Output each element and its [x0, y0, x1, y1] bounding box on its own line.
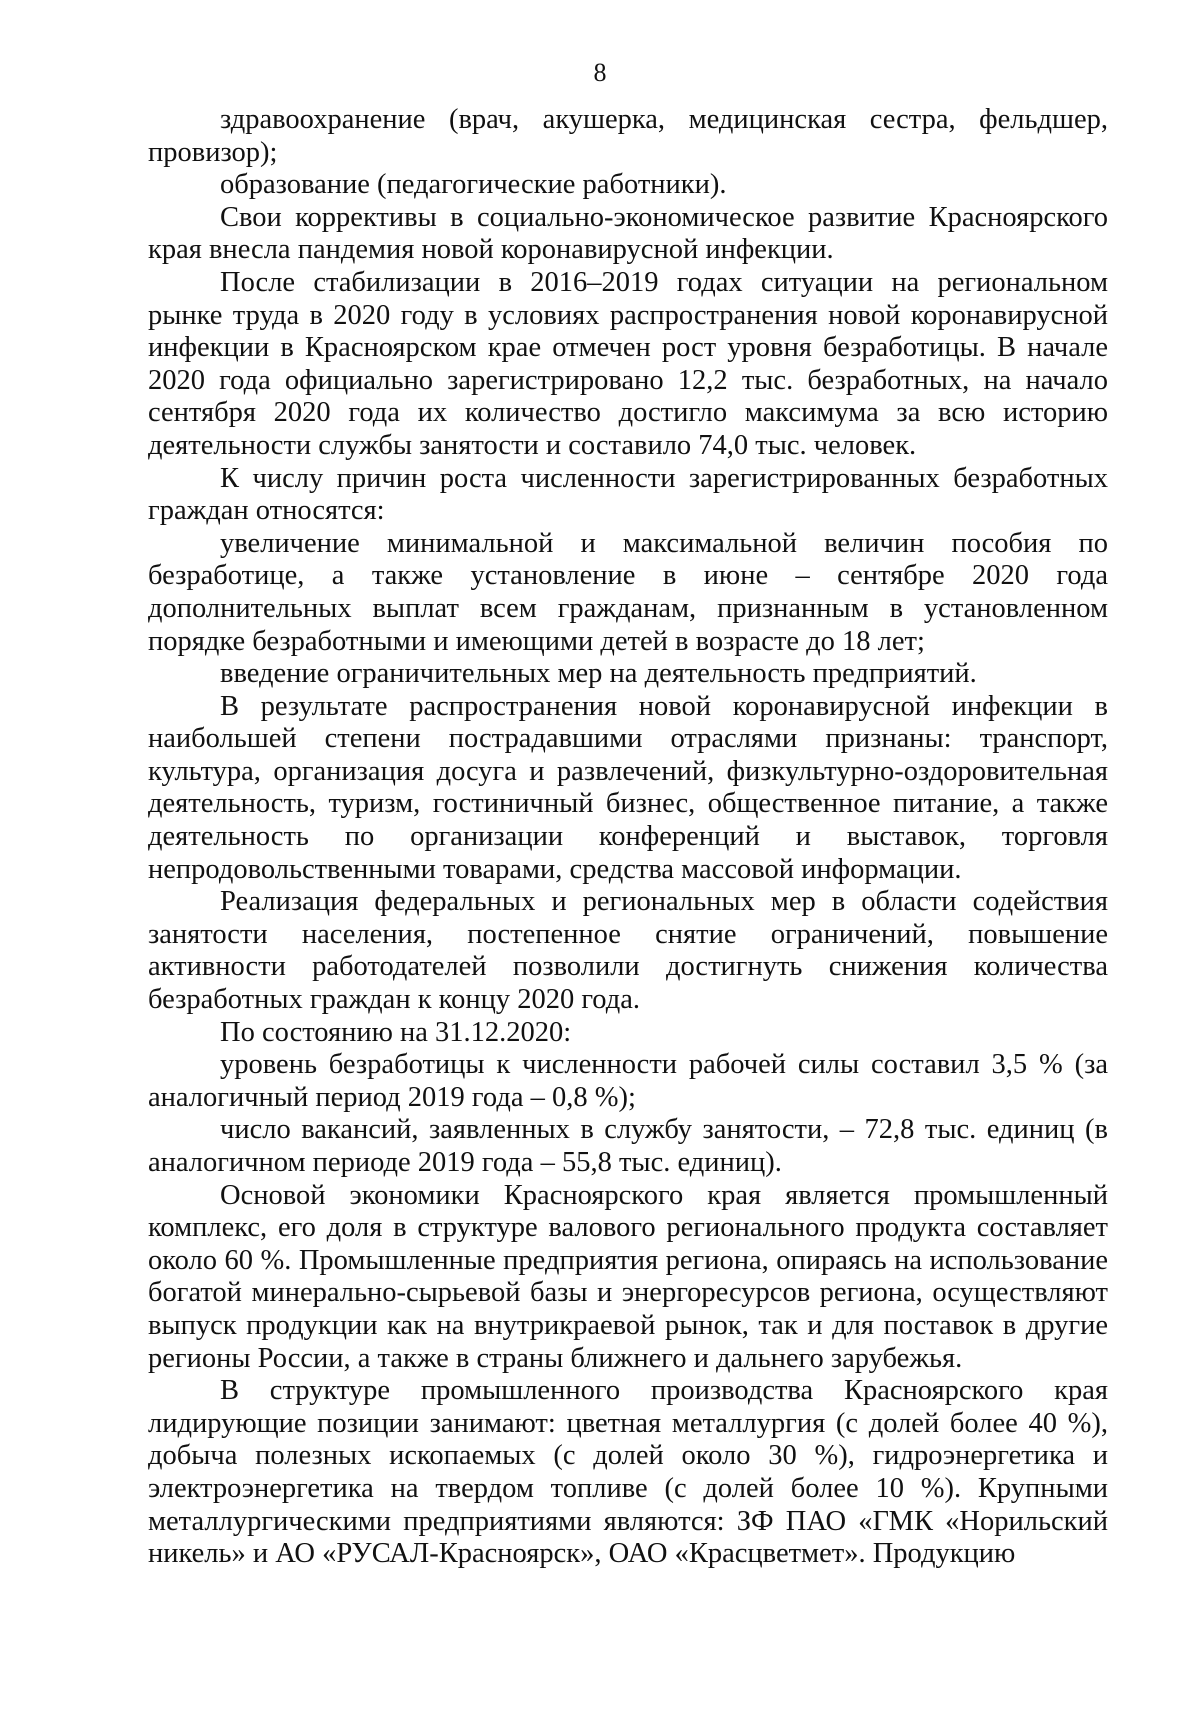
paragraph-labor-market: После стабилизации в 2016–2019 годах ситуации на региональном рынке труда в 2020 году в условиях распространения новой коронавирусной инфекции в Красноярском крае отмечен рост уровня безработицы. В начале 2020 года официально зарегистрировано 12,2 тыс. безработных, на начало сентября 2020 года их количество достигло максимума за всю историю деятельности службы занятости и составило 74,0 тыс. человек. [148, 266, 1108, 461]
paragraph-vacancies: число вакансий, заявленных в службу занятости, – 72,8 тыс. единиц (в аналогичном периоде 2019 года – 55,8 тыс. единиц). [148, 1114, 1108, 1178]
paragraph-benefits-increase: увеличение минимальной и максимальной величин пособия по безработице, а также установление в июне – сентябре 2020 года дополнительных выплат всем гражданам, признанным в установленном порядке безработными и имеющими детей в возрасте до 18 лет; [148, 527, 1108, 657]
paragraph-education: образование (педагогические работники). [220, 169, 727, 201]
paragraph-restrictions: введение ограничительных мер на деятельность предприятий. [220, 658, 977, 690]
page-number: 8 [593, 58, 607, 87]
body-text [148, 104, 1108, 1571]
paragraph-status-date: По состоянию на 31.12.2020: [220, 1016, 572, 1048]
paragraph-industry-structure: В структуре промышленного производства Красноярского края лидирующие позиции занимают: цветная металлургия (с долей более 40 %), добыча полезных ископаемых (с долей около 30 %), гидроэнергетика и электроэнергетика на твердом топливе (с долей более 10 %). Крупными металлургическими предприятиями являются: ЗФ ПАО «ГМК «Норильский никель» и АО «РУСАЛ-Красноярск», ОАО «Красцветмет». Продукцию [148, 1375, 1108, 1570]
paragraph-unemployment-causes: К числу причин роста численности зарегистрированных безработных граждан относятся: [148, 462, 1108, 527]
paragraph-affected-industries: В результате распространения новой коронавирусной инфекции в наибольшей степени пострадавшими отраслями признаны: транспорт, культура, организация досуга и развлечений, физкультурно-оздоровительная деятельность, туризм, гостиничный бизнес, общественное питание, а также деятельность по организации конференций и выставок, торговля непродовольственными товарами, средства массовой информации. [148, 690, 1108, 885]
paragraph-industrial-base: Основой экономики Красноярского края является промышленный комплекс, его доля в структуре валового регионального продукта составляет около 60 %. Промышленные предприятия региона, опираясь на использование богатой минерально-сырьевой базы и энергоресурсов региона, осуществляют выпуск продукции как на внутрикраевой рынок, так и для поставок в другие регионы России, а также в страны ближнего и дальнего зарубежья. [148, 1179, 1108, 1374]
paragraph-pandemic-impact: Свои коррективы в социально-экономическое развитие Красноярского края внесла пандемия новой коронавирусной инфекции. [148, 201, 1108, 266]
paragraph-unemployment-rate: уровень безработицы к численности рабочей силы составил 3,5 % (за аналогичный период 2019 года – 0,8 %); [148, 1049, 1108, 1113]
paragraph-employment-measures: Реализация федеральных и региональных мер в области содействия занятости населения, постепенное снятие ограничений, повышение активности работодателей позволили достигнуть снижения количества безработных граждан к концу 2020 года. [148, 886, 1108, 1016]
paragraph-healthcare: здравоохранение (врач, акушерка, медицинская сестра, фельдшер, провизор); [148, 104, 1108, 168]
